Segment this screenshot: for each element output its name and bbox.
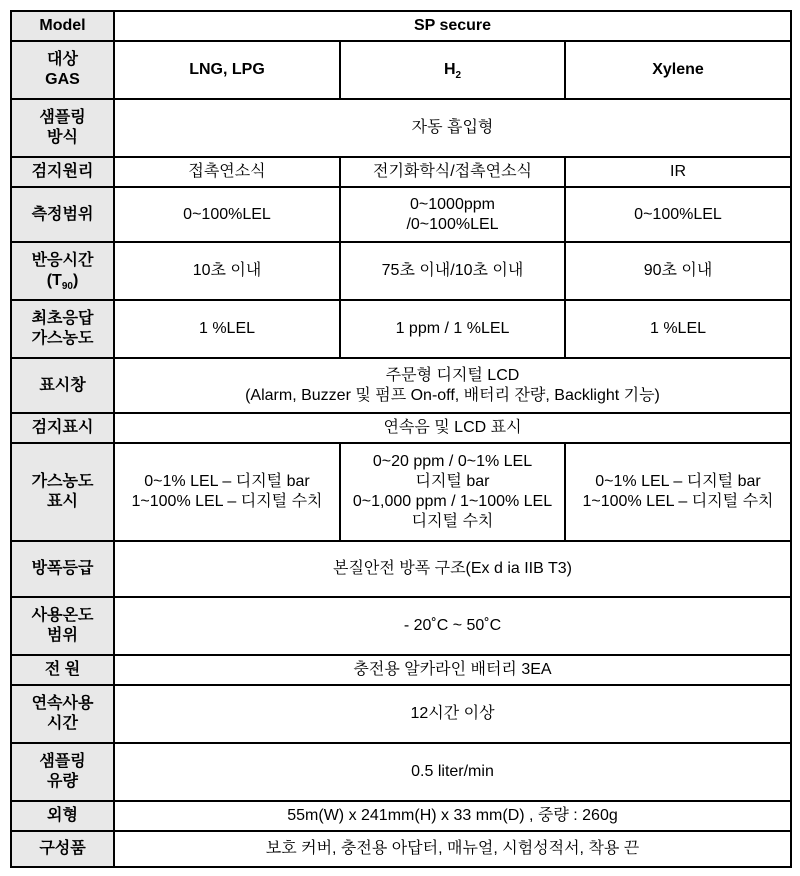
row-detect-display: [11, 413, 791, 443]
row-temperature: [11, 597, 791, 655]
label-explosion: 방폭등급: [11, 541, 114, 597]
label-gas-display: 가스농도 표시: [11, 443, 114, 541]
temperature-value: - 20˚C ~ 50˚C: [114, 597, 791, 655]
label-power: 전 원: [11, 655, 114, 685]
dimensions-value: 55m(W) x 241mm(H) x 33 mm(D) , 중량 : 260g: [114, 801, 791, 831]
gas-xylene: Xylene: [565, 41, 791, 99]
label-model: Model: [11, 11, 114, 41]
label-min-response: 최초응답 가스농도: [11, 300, 114, 358]
row-target-gas: [11, 41, 791, 99]
row-flow: [11, 743, 791, 801]
explosion-value: 본질안전 방폭 구조(Ex d ia IIB T3): [114, 541, 791, 597]
row-explosion: [11, 541, 791, 597]
flow-value: 0.5 liter/min: [114, 743, 791, 801]
label-target-gas: 대상 GAS: [11, 41, 114, 99]
row-gas-display: [11, 443, 791, 541]
row-components: [11, 831, 791, 867]
label-flow: 샘플링 유량: [11, 743, 114, 801]
continuous-value: 12시간 이상: [114, 685, 791, 743]
row-power: [11, 655, 791, 685]
label-sampling: 샘플링 방식: [11, 99, 114, 157]
label-components: 구성품: [11, 831, 114, 867]
label-display: 표시창: [11, 358, 114, 413]
label-temperature: 사용온도 범위: [11, 597, 114, 655]
principle-col-1: 접촉연소식: [114, 157, 340, 187]
principle-col-2: 전기화학식/접촉연소식: [340, 157, 565, 187]
range-col-2: 0~1000ppm /0~100%LEL: [340, 187, 565, 242]
label-range: 측정범위: [11, 187, 114, 242]
power-value: 충전용 알카라인 배터리 3EA: [114, 655, 791, 685]
gas-lng-lpg: LNG, LPG: [114, 41, 340, 99]
display-value: 주문형 디지털 LCD (Alarm, Buzzer 및 펌프 On-off, 배터리 잔량, Backlight 기능): [114, 358, 791, 413]
components-value: 보호 커버, 충전용 아답터, 매뉴얼, 시험성적서, 착용 끈: [114, 831, 791, 867]
label-dimensions: 외형: [11, 801, 114, 831]
principle-col-3: IR: [565, 157, 791, 187]
label-continuous: 연속사용 시간: [11, 685, 114, 743]
gas-h2: $H_2$: [340, 41, 565, 99]
row-min-response: [11, 300, 791, 358]
gas-display-col-3: 0~1% LEL – 디지털 bar 1~100% LEL – 디지털 수치: [565, 443, 791, 541]
sampling-value: 자동 흡입형: [114, 99, 791, 157]
row-principle: [11, 157, 791, 187]
detect-display-value: 연속음 및 LCD 표시: [114, 413, 791, 443]
response-col-1: 10초 이내: [114, 242, 340, 300]
row-range: [11, 187, 791, 242]
min-response-col-3: 1 %LEL: [565, 300, 791, 358]
row-dimensions: [11, 801, 791, 831]
label-detect-display: 검지표시: [11, 413, 114, 443]
gas-display-col-2: 0~20 ppm / 0~1% LEL 디지털 bar 0~1,000 ppm / 1~100% LEL 디지털 수치: [340, 443, 565, 541]
range-col-1: 0~100%LEL: [114, 187, 340, 242]
response-col-3: 90초 이내: [565, 242, 791, 300]
range-col-3: 0~100%LEL: [565, 187, 791, 242]
label-response: 반응시간 $(T_{90})$: [11, 242, 114, 300]
gas-display-col-1: 0~1% LEL – 디지털 bar 1~100% LEL – 디지털 수치: [114, 443, 340, 541]
row-sampling: [11, 99, 791, 157]
row-display: [11, 358, 791, 413]
label-principle: 검지원리: [11, 157, 114, 187]
response-col-2: 75초 이내/10초 이내: [340, 242, 565, 300]
min-response-col-2: 1 ppm / 1 %LEL: [340, 300, 565, 358]
model-value: SP secure: [114, 11, 791, 41]
row-continuous: [11, 685, 791, 743]
spec-table: [10, 10, 792, 868]
min-response-col-1: 1 %LEL: [114, 300, 340, 358]
row-model: [11, 11, 791, 41]
row-response: [11, 242, 791, 300]
